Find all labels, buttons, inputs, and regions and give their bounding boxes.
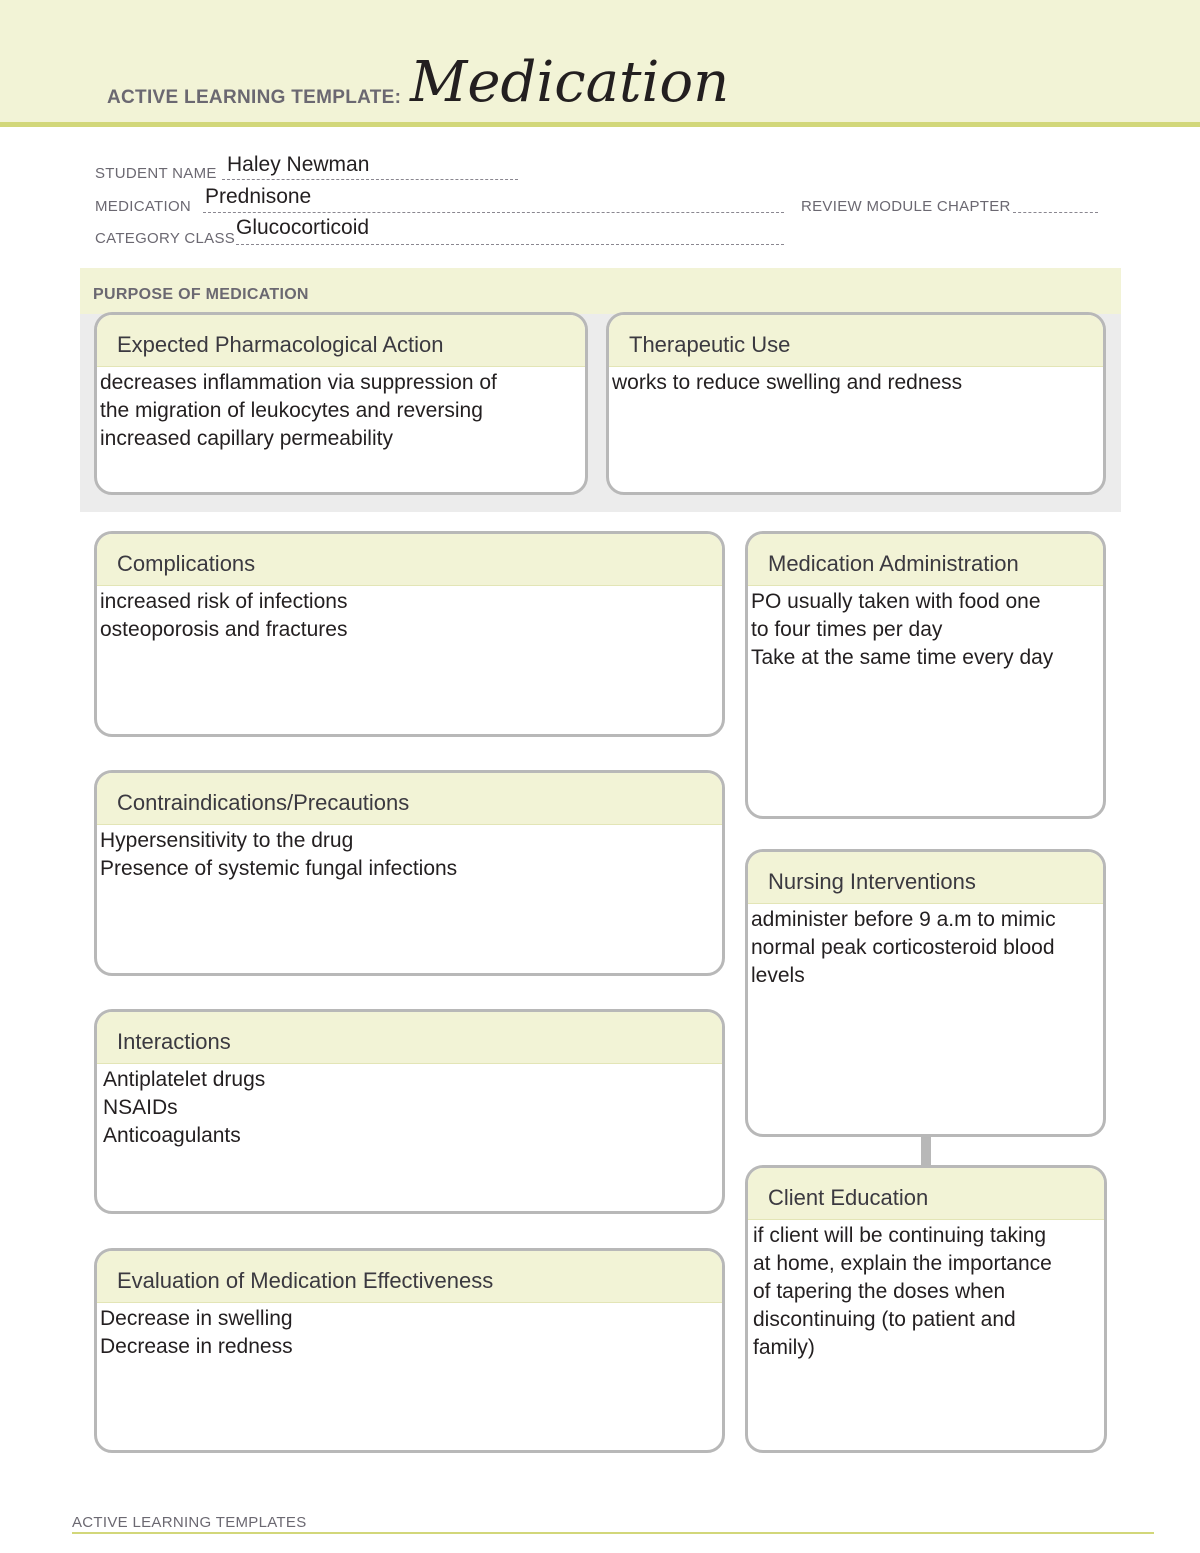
text-line: normal peak corticosteroid blood	[751, 936, 1055, 959]
review-module-chapter-line	[1013, 211, 1098, 213]
student-name-field[interactable]: Haley Newman	[227, 153, 370, 176]
text-line: Decrease in redness	[100, 1335, 293, 1358]
text-line: Antiplatelet drugs	[103, 1068, 266, 1091]
contraindications-box	[94, 770, 725, 976]
text-line: PO usually taken with food one	[751, 590, 1041, 613]
text-line: levels	[751, 964, 805, 987]
text-line: Take at the same time every day	[751, 646, 1054, 669]
text-line: Decrease in swelling	[100, 1307, 293, 1330]
expected-action-box	[94, 312, 588, 495]
expected-action-text[interactable]	[97, 367, 585, 453]
student-name-label: STUDENT NAME	[95, 165, 217, 182]
review-module-chapter-label: REVIEW MODULE CHAPTER	[801, 198, 1011, 215]
student-name-line	[222, 178, 518, 180]
evaluation-title: Evaluation of Medication Effectiveness	[97, 1251, 722, 1303]
text-line: the migration of leukocytes and reversing	[100, 399, 483, 422]
text-line: Presence of systemic fungal infections	[100, 857, 458, 880]
medication-label: MEDICATION	[95, 198, 192, 215]
purpose-label: PURPOSE OF MEDICATION	[93, 286, 309, 303]
template-label: ACTIVE LEARNING TEMPLATE:	[107, 87, 402, 108]
client-education-text[interactable]	[748, 1220, 1104, 1362]
interactions-box	[94, 1009, 725, 1214]
nursing-interventions-text[interactable]	[748, 904, 1103, 990]
nursing-interventions-box	[745, 849, 1106, 1137]
text-line: decreases inflammation via suppression of	[100, 371, 497, 394]
complications-text[interactable]	[97, 586, 722, 644]
contraindications-text[interactable]	[97, 825, 722, 883]
interactions-text[interactable]	[97, 1064, 722, 1150]
client-education-title: Client Education	[748, 1168, 1104, 1220]
therapeutic-use-text[interactable]	[609, 367, 1103, 397]
footer-label: ACTIVE LEARNING TEMPLATES	[72, 1514, 307, 1531]
text-line: if client will be continuing taking	[753, 1224, 1046, 1247]
medication-line	[203, 211, 784, 213]
connector-bar	[921, 1134, 931, 1167]
complications-box	[94, 531, 725, 737]
category-class-line	[236, 243, 784, 245]
text-line: family)	[753, 1336, 815, 1359]
medication-administration-box	[745, 531, 1106, 819]
category-class-field[interactable]: Glucocorticoid	[236, 216, 370, 239]
text-line: of tapering the doses when	[753, 1280, 1006, 1303]
text-line: increased capillary permeability	[100, 427, 393, 450]
medication-field[interactable]: Prednisone	[205, 185, 312, 208]
text-line: at home, explain the importance	[753, 1252, 1052, 1275]
interactions-title: Interactions	[97, 1012, 722, 1064]
text-line: Hypersensitivity to the drug	[100, 829, 354, 852]
category-class-label: CATEGORY CLASS	[95, 230, 236, 247]
page-title: Medication	[410, 50, 730, 115]
contraindications-title: Contraindications/Precautions	[97, 773, 722, 825]
text-line: works to reduce swelling and redness	[612, 371, 963, 394]
text-line: osteoporosis and fractures	[100, 618, 348, 641]
nursing-interventions-title: Nursing Interventions	[748, 852, 1103, 904]
text-line: to four times per day	[751, 618, 943, 641]
text-line: increased risk of infections	[100, 590, 348, 613]
footer-divider	[72, 1532, 1154, 1534]
therapeutic-use-title: Therapeutic Use	[609, 315, 1103, 367]
header-divider	[0, 122, 1200, 127]
medication-administration-text[interactable]	[748, 586, 1103, 672]
text-line: NSAIDs	[103, 1096, 178, 1119]
client-education-box	[745, 1165, 1107, 1453]
complications-title: Complications	[97, 534, 722, 586]
medication-administration-title: Medication Administration	[748, 534, 1103, 586]
text-line: administer before 9 a.m to mimic	[751, 908, 1056, 931]
text-line: Anticoagulants	[103, 1124, 241, 1147]
expected-action-title: Expected Pharmacological Action	[97, 315, 585, 367]
evaluation-text[interactable]	[97, 1303, 722, 1361]
therapeutic-use-box	[606, 312, 1106, 495]
text-line: discontinuing (to patient and	[753, 1308, 1016, 1331]
evaluation-box	[94, 1248, 725, 1453]
